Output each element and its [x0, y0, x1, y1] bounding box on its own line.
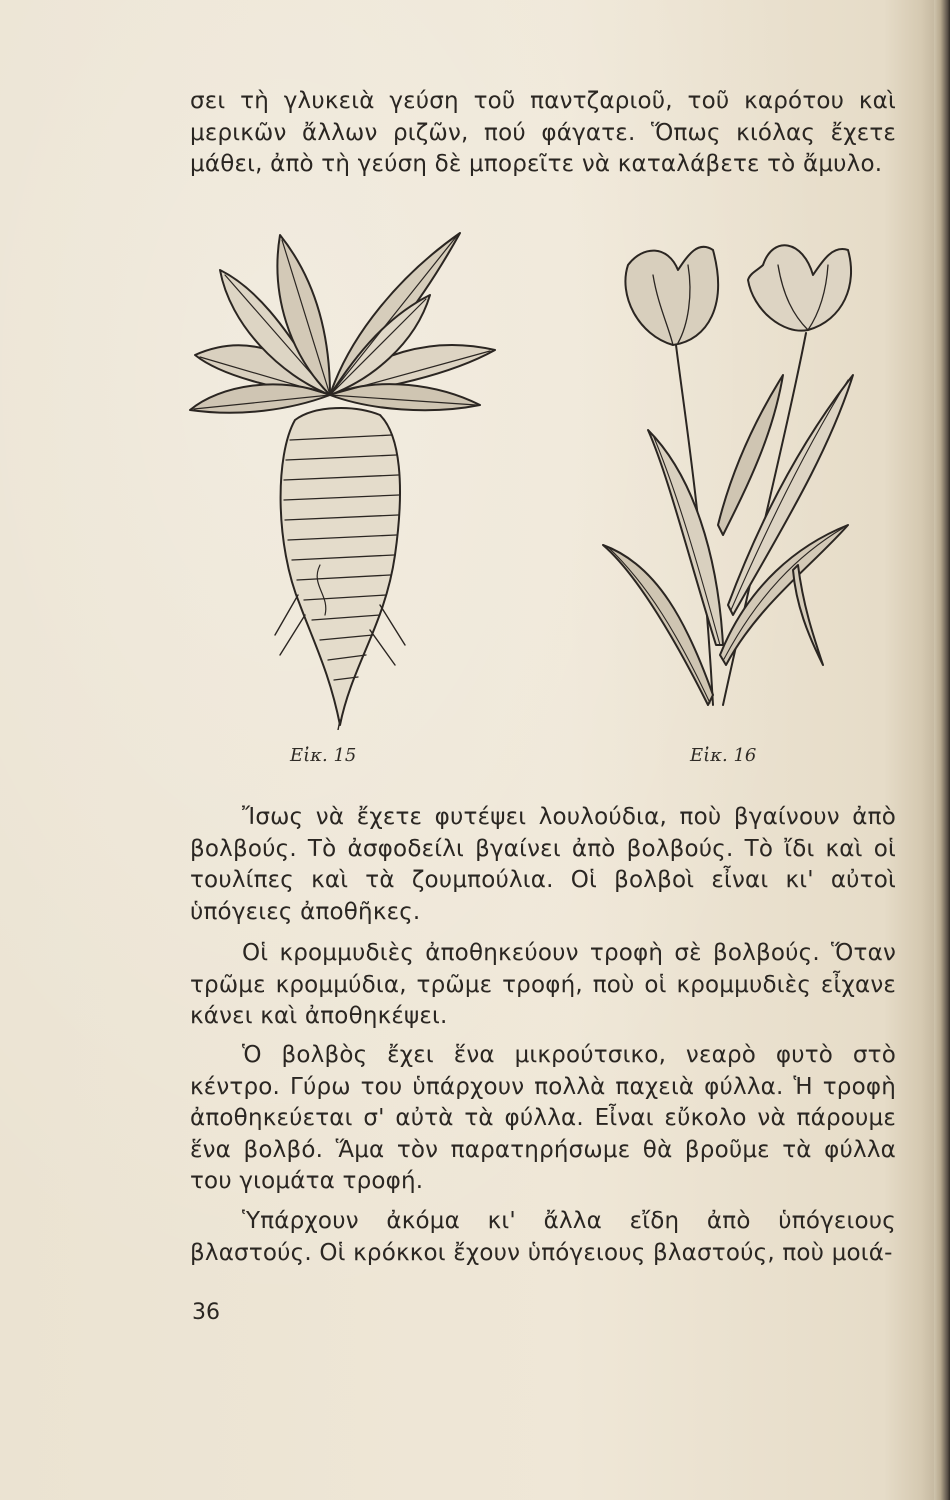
paragraph-underground-stems: Ὑπάρχουν ἀκόμα κι' ἄλλα εἴδη ἀπὸ ὑπόγειους βλαστούς. Οἱ κρόκκοι ἔχουν ὑπόγειους βλαστούς, ποὺ μοιά-	[190, 1208, 896, 1266]
tulip-drawing-icon	[598, 225, 868, 725]
figure-16-caption: Εἰκ. 16	[690, 745, 757, 766]
page-number: 36	[192, 1300, 220, 1325]
figure-15-caption: Εἰκ. 15	[290, 745, 357, 766]
page-edge-shadow	[934, 0, 950, 1500]
beet-root-drawing-icon	[180, 225, 500, 730]
paragraph-bulbs: Ἴσως νὰ ἔχετε φυτέψει λουλούδια, ποὺ βγαίνουν ἀπὸ βολβούς. Τὸ ἀσφοδείλι βγαίνει ἀπὸ βολβούς. Τὸ ἴδι καὶ οἱ τουλίπες καὶ τὰ ζουμπούλια. Οἱ βολβοὶ εἶναι κι' αὐτοὶ ὑπόγειες ἀποθῆκες.	[190, 804, 896, 925]
paragraph-onions: Οἱ κρομμυδιὲς ἀποθηκεύουν τροφὴ σὲ βολβούς. Ὅταν τρῶμε κρομμύδια, τρῶμε τροφή, ποὺ οἱ κρομμυδιὲς εἶχανε κάνει καὶ ἀποθηκέψει.	[190, 940, 896, 1029]
intro-paragraph: σει τὴ γλυκειὰ γεύση τοῦ παντζαριοῦ, τοῦ καρότου καὶ μερικῶν ἄλλων ριζῶν, πού φάγατε. Ὅπως κιόλας ἔχετε μάθει, ἀπὸ τὴ γεύση δὲ μπορεῖτε νὰ καταλάβετε τὸ ἄμυλο.	[190, 88, 896, 177]
paragraph-bulb-structure: Ὁ βολβὸς ἔχει ἕνα μικρούτσικο, νεαρὸ φυτὸ στὸ κέντρο. Γύρω του ὑπάρχουν πολλὰ παχειὰ φύλλα. Ἡ τροφὴ ἀποθηκεύεται σ' αὐτὰ τὰ φύλλα. Εἶναι εὔκολο νὰ πάρουμε ἕνα βολβό. Ἅμα τὸν παρατηρήσωμε θὰ βροῦμε τὰ φύλλα του γιομάτα τροφή.	[190, 1042, 896, 1194]
